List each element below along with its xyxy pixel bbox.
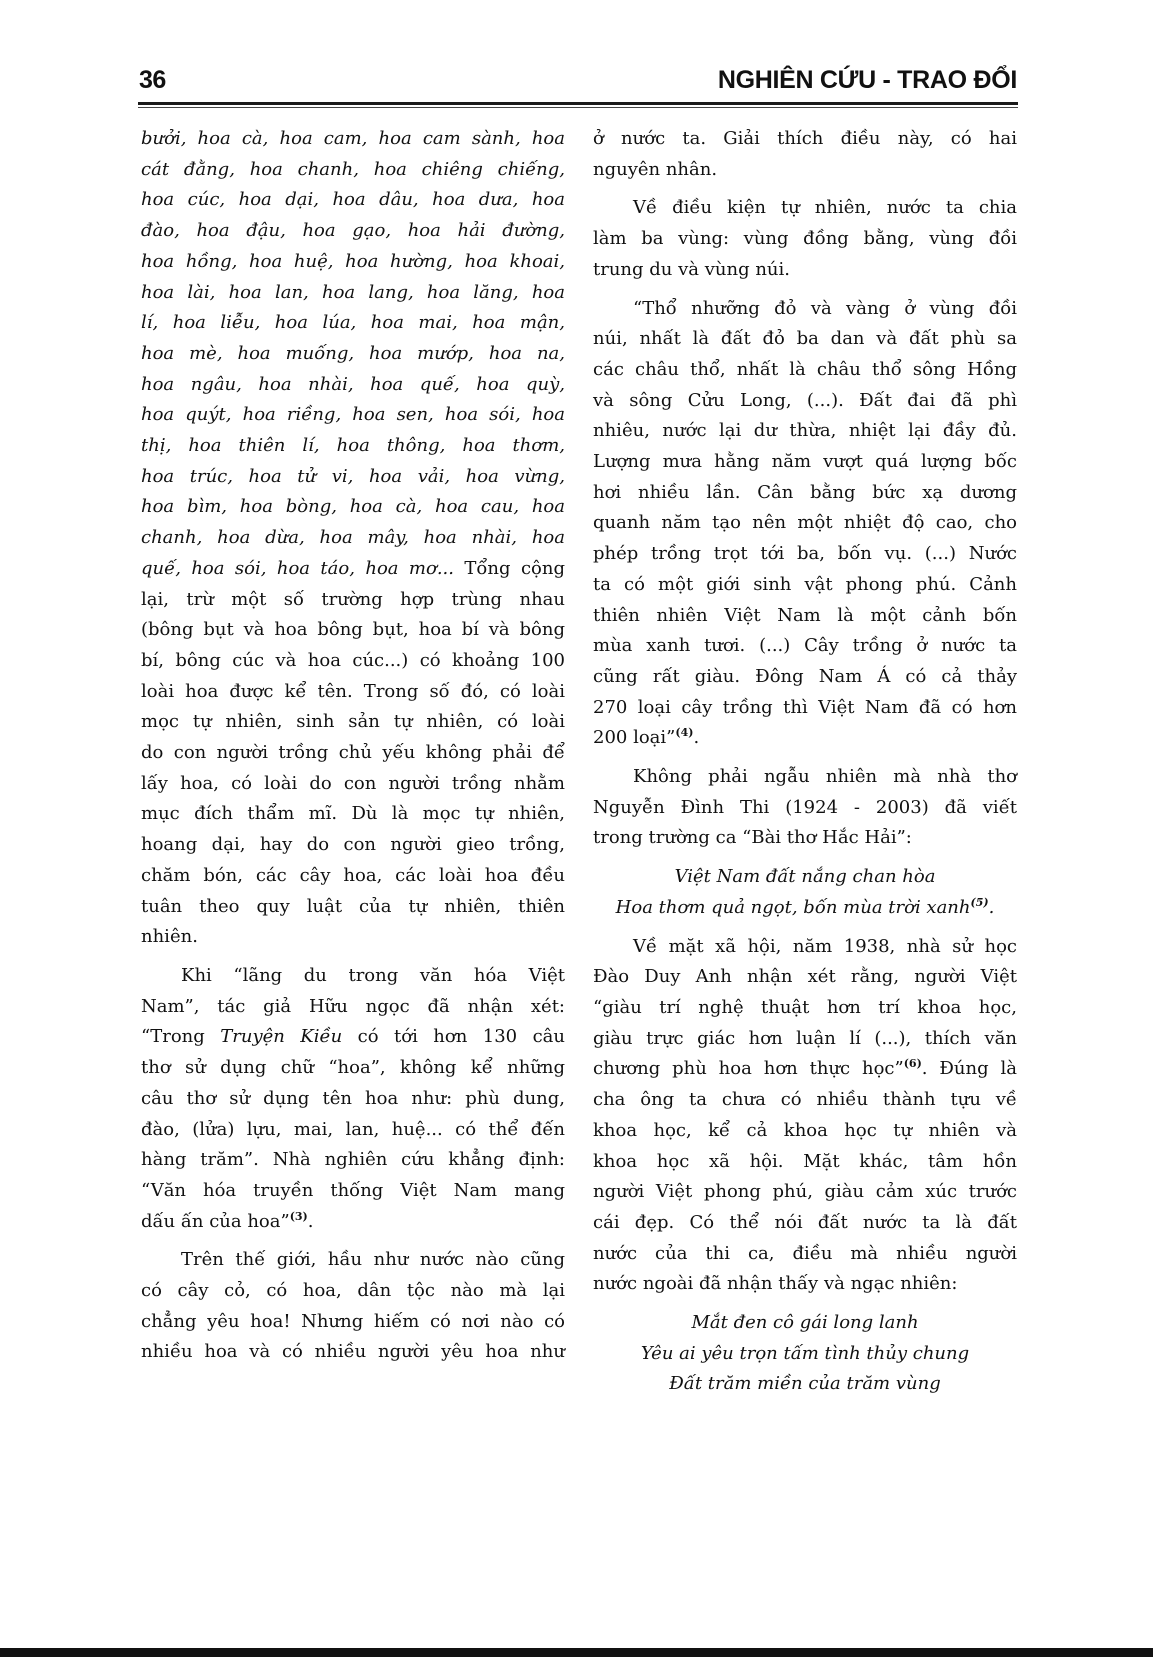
italic-run: hoa ngâu, hoa nhài, hoa quế, hoa quỳ, bbox=[141, 373, 565, 395]
text-line: mọc tự nhiên, sinh sản tự nhiên, có loài bbox=[141, 711, 565, 733]
italic-run: đào, hoa đậu, hoa gạo, hoa hải đường, bbox=[141, 220, 565, 242]
text-run: “Trong bbox=[141, 1026, 221, 1048]
text-run: . bbox=[307, 1210, 314, 1232]
text-line bbox=[141, 462, 565, 493]
text-line: thơ sử dụng chữ “hoa”, không kể những bbox=[141, 1057, 565, 1079]
text-line bbox=[141, 431, 565, 462]
paragraph bbox=[593, 193, 1017, 285]
italic-run: hoa lài, hoa lan, hoa lang, hoa lăng, hoa bbox=[141, 281, 565, 303]
text-line: cũng rất giàu. Đông Nam Á có cả thảy bbox=[593, 665, 1017, 687]
italic-run: hoa quýt, hoa riềng, hoa sen, hoa sói, hoa bbox=[141, 404, 565, 426]
paragraph bbox=[141, 124, 565, 953]
footnote-ref: (5) bbox=[970, 895, 989, 909]
text-line: đào, (lửa) lựu, mai, lan, huệ... có thể đến bbox=[141, 1118, 565, 1140]
text-line: hoang dại, hay do con người gieo trồng, bbox=[141, 834, 565, 856]
text-line: 270 loại cây trồng thì Việt Nam đã có hơn bbox=[593, 696, 1017, 718]
footnote-ref: (4) bbox=[675, 726, 694, 740]
text-line: Khi “lãng du trong văn hóa Việt bbox=[181, 964, 565, 986]
text-line bbox=[141, 1207, 565, 1238]
text-line bbox=[141, 1022, 565, 1053]
text-run: chương phù hoa hơn thực học” bbox=[593, 1058, 904, 1080]
text-line: Trên thế giới, hầu như nước nào cũng bbox=[181, 1249, 565, 1271]
text-line: quanh năm tạo nên một nhiệt độ cao, cho bbox=[593, 512, 1017, 534]
text-line bbox=[141, 308, 565, 339]
text-run: Tổng cộng bbox=[454, 557, 565, 579]
left-column bbox=[141, 124, 565, 1368]
header-rule-thick bbox=[138, 102, 1018, 105]
italic-run: chanh, hoa dừa, hoa mây, hoa nhài, hoa bbox=[141, 527, 565, 549]
text-run: . bbox=[988, 896, 995, 918]
text-line bbox=[141, 124, 565, 155]
text-line: Lượng mưa hằng năm vượt quá lượng bốc bbox=[593, 451, 1017, 473]
italic-run: lí, hoa liễu, hoa lúa, hoa mai, hoa mận, bbox=[141, 312, 565, 334]
italic-run: hoa trúc, hoa tử vi, hoa vải, hoa vừng, bbox=[141, 465, 565, 487]
text-line: Đào Duy Anh nhận xét rằng, người Việt bbox=[593, 966, 1017, 988]
text-line: tuân theo quy luật của tự nhiên, thiên bbox=[141, 895, 565, 917]
verse-block bbox=[593, 1308, 1017, 1400]
text-line: mùa xanh tươi. (...) Cây trồng ở nước ta bbox=[593, 635, 1017, 657]
text-line: có cây cỏ, có hoa, dân tộc nào mà lại bbox=[141, 1280, 565, 1302]
italic-run: hoa hồng, hoa huệ, hoa hường, hoa khoai, bbox=[141, 250, 565, 272]
text-line: trong trường ca “Bài thơ Hắc Hải”: bbox=[593, 827, 912, 849]
text-line: làm ba vùng: vùng đồng bằng, vùng đồi bbox=[593, 228, 1017, 250]
text-line: “Thổ nhưỡng đỏ và vàng ở vùng đồi bbox=[633, 297, 1017, 319]
paragraph bbox=[593, 932, 1017, 1300]
text-line: chăm bón, các cây hoa, các loài hoa đều bbox=[141, 864, 565, 886]
page-number: 36 bbox=[139, 66, 166, 94]
text-line: lấy hoa, có loài do con người trồng nhằm bbox=[141, 772, 565, 794]
italic-run: hoa mè, hoa muống, hoa mướp, hoa na, bbox=[141, 342, 565, 364]
text-line: loài hoa được kể tên. Trong số đó, có loài bbox=[141, 680, 565, 702]
paragraph bbox=[141, 961, 565, 1237]
verse-line: Yêu ai yêu trọn tấm tình thủy chung bbox=[640, 1342, 970, 1364]
text-line bbox=[141, 185, 565, 216]
text-run: có tới hơn 130 câu bbox=[342, 1026, 565, 1048]
text-line: Về mặt xã hội, năm 1938, nhà sử học bbox=[633, 935, 1017, 957]
text-run: . Đúng là bbox=[921, 1058, 1017, 1080]
footnote-ref: (3) bbox=[289, 1209, 308, 1223]
header-rule-thin bbox=[138, 107, 1018, 108]
text-line: và sông Cửu Long, (...). Đất đai đã phì bbox=[593, 389, 1017, 411]
text-line: người Việt phong phú, giàu cảm xúc trước bbox=[593, 1181, 1017, 1203]
text-line bbox=[141, 523, 565, 554]
verse-line: Đất trăm miền của trăm vùng bbox=[669, 1373, 941, 1395]
italic-run: hoa cúc, hoa dại, hoa dâu, hoa dưa, hoa bbox=[141, 189, 565, 211]
text-line: nhiên. bbox=[141, 926, 198, 948]
paragraph bbox=[593, 762, 1017, 854]
italic-run: Truyện Kiều bbox=[220, 1026, 343, 1048]
text-run: 200 loại” bbox=[593, 727, 676, 749]
section-title: NGHIÊN CỨU - TRAO ĐỔI bbox=[717, 66, 1017, 94]
italic-run: quế, hoa sói, hoa táo, hoa mơ... bbox=[141, 557, 454, 579]
text-line bbox=[141, 216, 565, 247]
text-line: hàng trăm”. Nhà nghiên cứu khẳng định: bbox=[141, 1149, 565, 1171]
text-line: mục đích thẩm mĩ. Dù là mọc tự nhiên, bbox=[141, 803, 565, 825]
text-line: lại, trừ một số trường hợp trùng nhau bbox=[141, 588, 565, 610]
text-line bbox=[141, 339, 565, 370]
text-line bbox=[141, 278, 565, 309]
text-line: núi, nhất là đất đỏ ba dan và đất phù sa bbox=[593, 328, 1017, 350]
verse-line bbox=[593, 893, 1017, 924]
text-line: “Văn hóa truyền thống Việt Nam mang bbox=[141, 1179, 565, 1201]
text-line: hơi nhiều lần. Cân bằng bức xạ dương bbox=[593, 481, 1017, 503]
text-line bbox=[593, 723, 1017, 754]
paragraph bbox=[593, 294, 1017, 755]
text-line: Về điều kiện tự nhiên, nước ta chia bbox=[633, 197, 1017, 219]
text-run: dấu ấn của hoa” bbox=[141, 1210, 290, 1232]
scan-edge-bar bbox=[0, 1648, 1153, 1657]
text-line bbox=[141, 492, 565, 523]
text-line: trung du và vùng núi. bbox=[593, 258, 790, 280]
text-line bbox=[141, 247, 565, 278]
italic-run: hoa bìm, hoa bòng, hoa cà, hoa cau, hoa bbox=[141, 496, 565, 518]
text-line: nước của thi ca, điều mà nhiều người bbox=[593, 1242, 1017, 1264]
right-column bbox=[593, 124, 1017, 1400]
text-line: bí, bông cúc và hoa cúc...) có khoảng 100 bbox=[141, 649, 565, 671]
text-line: Không phải ngẫu nhiên mà nhà thơ bbox=[633, 766, 1017, 788]
italic-run: bưởi, hoa cà, hoa cam, hoa cam sành, hoa bbox=[141, 128, 565, 149]
text-line: do con người trồng chủ yếu không phải để bbox=[141, 742, 565, 764]
paragraph bbox=[593, 124, 1017, 185]
verse-line: Mắt đen cô gái long lanh bbox=[691, 1312, 919, 1334]
italic-run: thị, hoa thiên lí, hoa thông, hoa thơm, bbox=[141, 435, 565, 457]
text-line: Nguyễn Đình Thi (1924 - 2003) đã viết bbox=[593, 796, 1017, 818]
verse-line: Việt Nam đất nắng chan hòa bbox=[674, 866, 936, 888]
paragraph bbox=[141, 1245, 565, 1368]
text-line bbox=[141, 155, 565, 186]
footnote-ref: (6) bbox=[903, 1057, 922, 1071]
text-line bbox=[141, 370, 565, 401]
text-line: chẳng yêu hoa! Nhưng hiếm có nơi nào có bbox=[141, 1310, 565, 1332]
text-line: nhiều hoa và có nhiều người yêu hoa như bbox=[141, 1341, 565, 1363]
text-run: . bbox=[693, 727, 700, 749]
text-line: thiên nhiên Việt Nam là một cảnh bốn bbox=[593, 604, 1017, 626]
text-line: ở nước ta. Giải thích điều này, có hai bbox=[593, 128, 1017, 149]
text-line: giàu trực giác hơn luận lí (...), thích văn bbox=[593, 1027, 1017, 1049]
verse-block bbox=[593, 862, 1017, 923]
text-line: nguyên nhân. bbox=[593, 158, 718, 180]
text-line: khoa học, kể cả khoa học tự nhiên và bbox=[593, 1119, 1017, 1141]
text-line bbox=[141, 400, 565, 431]
italic-run: cát đằng, hoa chanh, hoa chiêng chiếng, bbox=[141, 158, 565, 180]
text-line: câu thơ sử dụng tên hoa như: phù dung, bbox=[141, 1087, 565, 1109]
text-line: ta có một giới sinh vật phong phú. Cảnh bbox=[593, 573, 1017, 595]
text-line: khoa học xã hội. Mặt khác, tâm hồn bbox=[593, 1150, 1017, 1172]
text-run: Hoa thơm quả ngọt, bốn mùa trời xanh bbox=[615, 896, 971, 918]
text-line: nước ngoài đã nhận thấy và ngạc nhiên: bbox=[593, 1273, 958, 1295]
text-line: nhiêu, nước lại dư thừa, nhiệt lại đầy đủ. bbox=[593, 420, 1017, 442]
text-line: phép trồng trọt tới ba, bốn vụ. (...) Nước bbox=[593, 543, 1017, 565]
text-line: (bông bụt và hoa bông bụt, hoa bí và bông bbox=[141, 619, 565, 641]
text-line: Nam”, tác giả Hữu ngọc đã nhận xét: bbox=[141, 995, 565, 1017]
text-line: “giàu trí nghệ thuật hơn trí khoa học, bbox=[593, 996, 1017, 1018]
text-line bbox=[593, 1054, 1017, 1085]
text-line bbox=[141, 554, 565, 585]
text-line: cái đẹp. Có thể nói đất nước ta là đất bbox=[593, 1211, 1017, 1233]
text-line: cha ông ta chưa có nhiều thành tựu về bbox=[593, 1089, 1017, 1111]
text-line: các châu thổ, nhất là châu thổ sông Hồng bbox=[593, 358, 1017, 380]
